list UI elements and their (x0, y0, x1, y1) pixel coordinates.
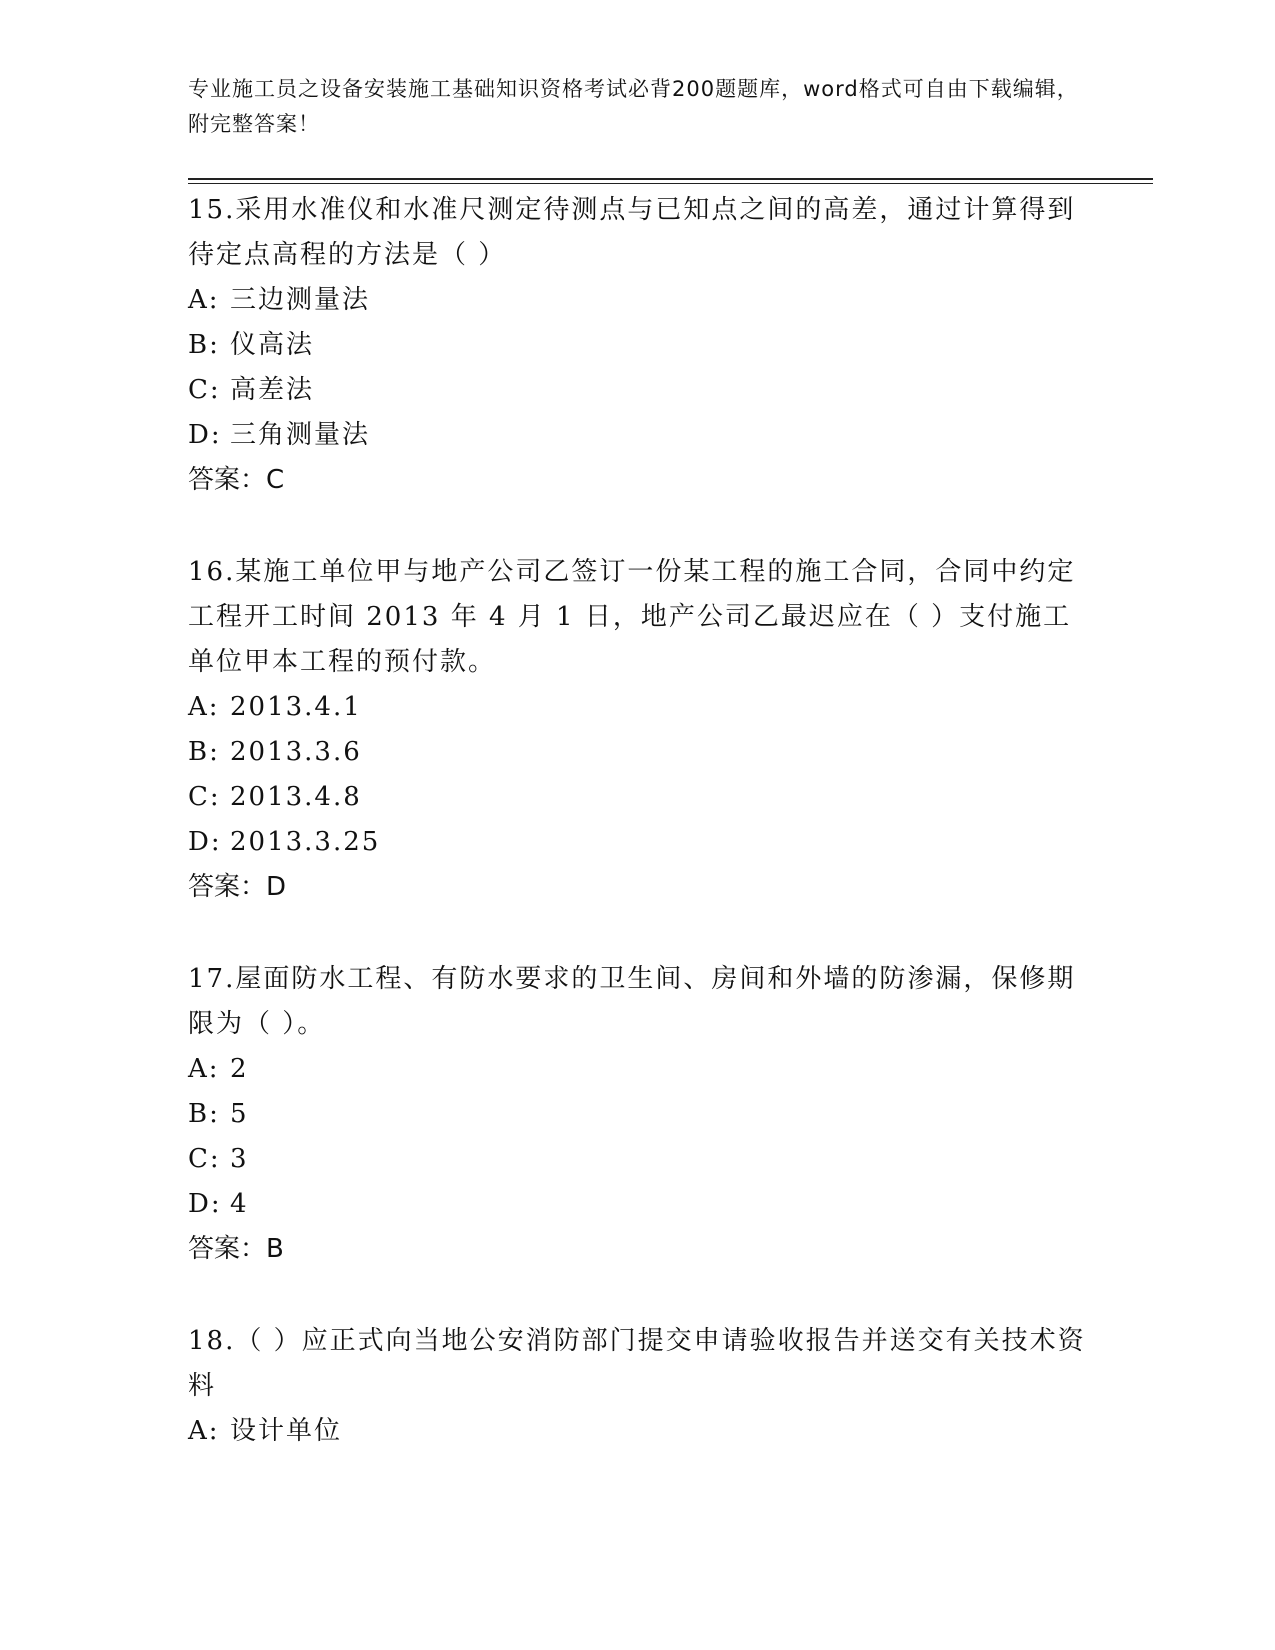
option-text: 5 (230, 1099, 249, 1129)
option-text: 设计单位 (230, 1416, 343, 1446)
option-text: 2013.3.25 (230, 827, 381, 857)
answer-line: 答案：C (188, 465, 285, 495)
option-text: 三角测量法 (230, 420, 371, 450)
option-letter: C: (188, 1144, 221, 1174)
question-list (188, 188, 1088, 1454)
option-text: 2013.4.8 (230, 782, 362, 812)
option-a (188, 685, 1088, 730)
option-b (188, 730, 1088, 775)
option-letter: D: (188, 1189, 222, 1219)
question-17 (188, 957, 1088, 1272)
question-text: 18.（ ）应正式向当地公安消防部门提交申请验收报告并送交有关技术资料 (188, 1326, 1086, 1401)
question-16 (188, 550, 1088, 910)
option-letter: A: (188, 1054, 220, 1084)
option-text: 3 (230, 1144, 249, 1174)
option-letter: A: (188, 692, 220, 722)
answer-line: 答案：B (188, 1234, 284, 1264)
option-text: 2 (230, 1054, 249, 1084)
option-text: 2013.4.1 (230, 692, 362, 722)
option-a (188, 1409, 1088, 1454)
option-a (188, 278, 1088, 323)
option-d (188, 1182, 1088, 1227)
option-c (188, 368, 1088, 413)
option-text: 三边测量法 (230, 285, 371, 315)
option-letter: D: (188, 420, 222, 450)
header-divider-thin (188, 183, 1153, 184)
option-letter: C: (188, 782, 221, 812)
question-text: 17.屋面防水工程、有防水要求的卫生间、房间和外墙的防渗漏，保修期限为（ ）。 (188, 964, 1076, 1039)
question-15 (188, 188, 1088, 503)
option-letter: A: (188, 1416, 220, 1446)
option-c (188, 775, 1088, 820)
option-text: 高差法 (230, 375, 315, 405)
option-b (188, 1092, 1088, 1137)
option-letter: A: (188, 285, 220, 315)
question-18 (188, 1319, 1088, 1454)
option-c (188, 1137, 1088, 1182)
option-b (188, 323, 1088, 368)
option-letter: D: (188, 827, 222, 857)
option-letter: B: (188, 330, 220, 360)
option-letter: C: (188, 375, 221, 405)
option-text: 4 (230, 1189, 249, 1219)
document-header: 专业施工员之设备安装施工基础知识资格考试必背200题题库，word格式可自由下载编辑，附完整答案！ (188, 77, 1079, 136)
option-letter: B: (188, 1099, 220, 1129)
option-text: 仪高法 (230, 330, 315, 360)
header-divider-thick (188, 178, 1153, 180)
question-text: 15.采用水准仪和水准尺测定待测点与已知点之间的高差，通过计算得到待定点高程的方法是（ ） (188, 195, 1076, 270)
answer-line: 答案：D (188, 872, 287, 902)
option-a (188, 1047, 1088, 1092)
option-d (188, 413, 1088, 458)
option-letter: B: (188, 737, 220, 767)
option-d (188, 820, 1088, 865)
option-text: 2013.3.6 (230, 737, 362, 767)
question-text: 16.某施工单位甲与地产公司乙签订一份某工程的施工合同，合同中约定工程开工时间 2013 年 4 月 1 日，地产公司乙最迟应在（ ）支付施工单位甲本工程的预付款。 (188, 557, 1076, 677)
